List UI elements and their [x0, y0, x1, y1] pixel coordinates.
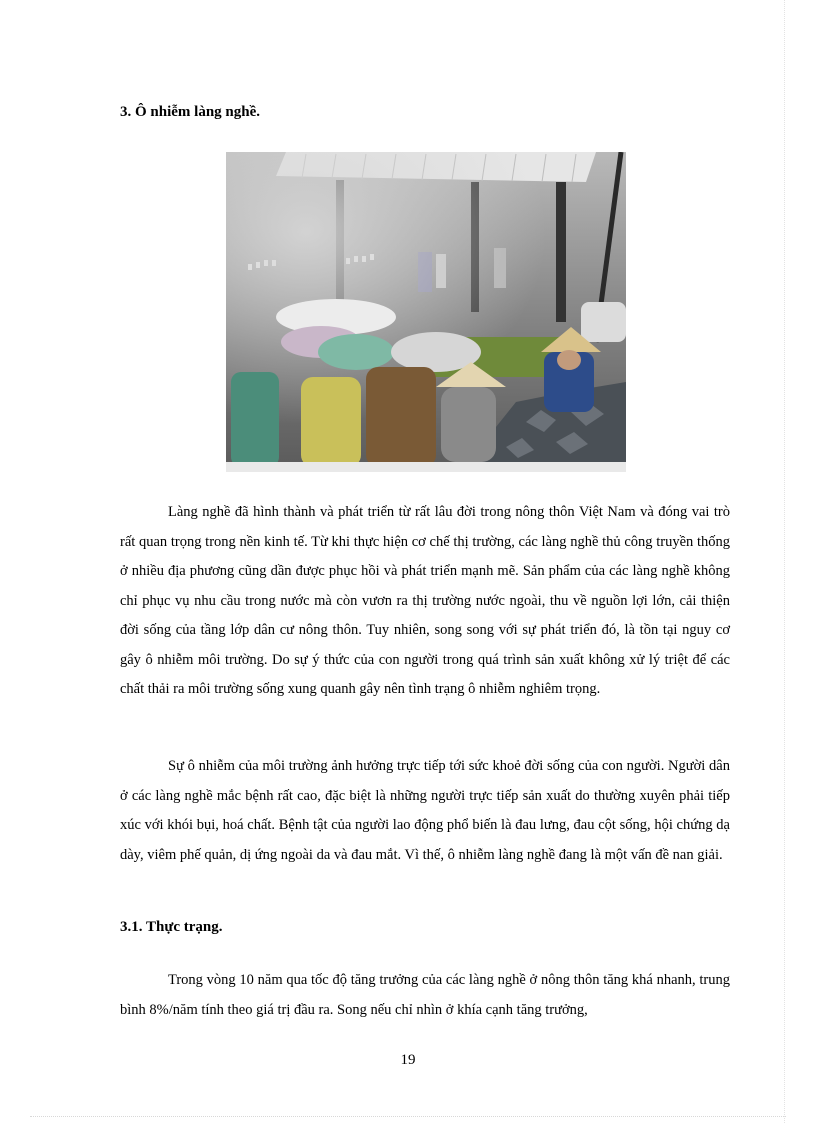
photo-icon: [226, 152, 626, 472]
paragraph-3: Trong vòng 10 năm qua tốc độ tăng trưởng của các làng nghề ở nông thôn tăng khá nhanh, trung bình 8%/năm tính theo giá trị đầu ra. Song nếu chỉ nhìn ở khía cạnh tăng trưởng,: [120, 972, 730, 1018]
page-bottom-divider: [30, 1116, 786, 1117]
section-heading: 3. Ô nhiễm làng nghề.: [120, 104, 261, 120]
page-number: 19: [400, 1052, 416, 1068]
page-side-divider: [784, 0, 785, 1123]
paragraph-1: Làng nghề đã hình thành và phát triển từ rất lâu đời trong nông thôn Việt Nam và đóng vai trò rất quan trọng trong nền kinh tế. Từ khi thực hiện cơ chế thị trường, các làng nghề thủ công truyền thống ở nhiều địa phương cũng dần được phục hồi và phát triển mạnh mẽ. Sản phẩm của các làng nghề không chỉ phục vụ nhu cầu trong nước mà còn vươn ra thị trường nước ngoài, thu về nguồn lợi lớn, cải thiện đời sống của tầng lớp dân cư nông thôn. Tuy nhiên, song song với sự phát triển đó, là tồn tại nguy cơ gây ô nhiễm môi trường. Do sự ý thức của con người trong quá trình sản xuất không xử lý triệt để các chất thải ra môi trường sống xung quanh gây nên tình trạng ô nhiễm nghiêm trọng.: [120, 504, 730, 697]
subsection-heading: 3.1. Thực trạng.: [120, 919, 223, 935]
craft-village-photo: [226, 152, 626, 472]
paragraph-2: Sự ô nhiễm của môi trường ảnh hưởng trực tiếp tới sức khoẻ đời sống của con người. Người dân ở các làng nghề mắc bệnh rất cao, đặc biệt là những người trực tiếp sản xuất do thường xuyên phải tiếp xúc với khói bụi, hoá chất. Bệnh tật của người lao động phổ biến là đau lưng, đau cột sống, hội chứng dạ dày, viêm phế quản, dị ứng ngoài da và đau mắt. Vì thế, ô nhiễm làng nghề đang là một vấn đề nan giải.: [120, 758, 730, 863]
